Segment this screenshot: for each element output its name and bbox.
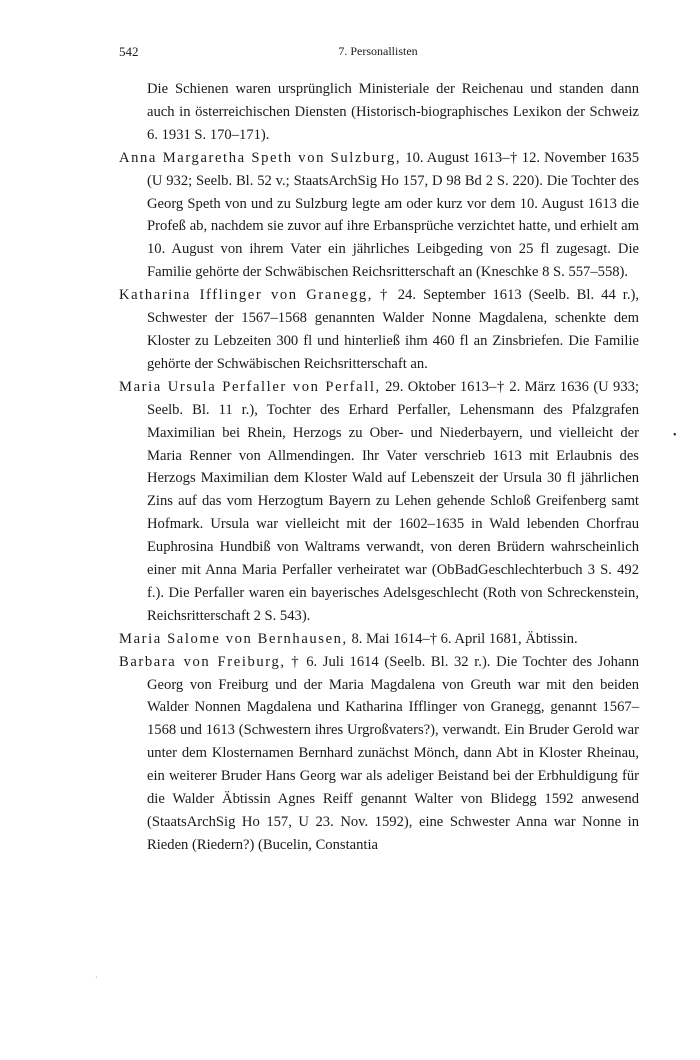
entry-name: Maria Salome von Bernhausen, — [119, 630, 348, 647]
entry-name: Katharina Ifflinger von Granegg, — [119, 287, 373, 304]
text-body — [119, 78, 639, 857]
entry-text: 8. Mai 1614–† 6. April 1681, Äbtissin. — [351, 630, 578, 647]
entry-text: 10. August 1613–† 12. November 1635 (U 932; Seelb. Bl. 52 v.; StaatsArchSig Ho 157, D 98 Bd 2 S. 220). Die Tochter des Georg Speth von und zu Sulzburg legte am oder kurz vor dem 10. August 1613 die Profeß ab, nachdem sie zuvor auf ihre Erbansprüche verzichtet hatte, und erhielt am 10. August von ihrem Vater ein jährliches Leibgeding von 25 fl zugesagt. Die Familie gehörte der Schwäbischen Reichsritterschaft an (Kneschke 8 S. 557–558). — [147, 149, 639, 281]
entry-text: † 24. September 1613 (Seelb. Bl. 44 r.), Schwester der 1567–1568 genannten Walder Nonne Magdalena, schenkte dem Kloster zu Lebzeiten 300 fl und hinterließ ihm 460 fl an Zinsbriefen. Die Familie gehörte der Schwäbischen Reichsritterschaft an. — [147, 287, 639, 372]
corner-dot-mark: · — [95, 973, 98, 982]
entry-maria-salome-bernhausen — [119, 628, 639, 651]
entry-text: † 6. Juli 1614 (Seelb. Bl. 32 r.). Die Tochter des Johann Georg von Freiburg und der Maria Magdalena von Greuth war mit den beiden Walder Nonnen Magdalena und Katharina Ifflinger von Granegg, genannt 1567–1568 und 1613 (Schwestern ihres Urgroßvaters?), verwandt. Ein Bruder Gerold war unter dem Klosternamen Bernhard zunächst Mönch, dann Abt in Kloster Rheinau, ein weiterer Bruder Hans Georg war als adeliger Beistand bei der Erbhuldigung für die Walder Äbtissin Agnes Reiff genannt Walter von Blidegg 1592 anwesend (StaatsArchSig Ho 157, U 23. Nov. 1592), eine Schwester Anna war Nonne in Rieden (Riedern?) (Bucelin, Constantia — [147, 653, 639, 853]
entry-name: Maria Ursula Perfaller von Perfall, — [119, 378, 381, 395]
entry-anna-margaretha-speth — [119, 147, 639, 284]
margin-dot-mark: • — [673, 430, 677, 441]
continuation-paragraph: Die Schienen waren ursprünglich Ministeriale der Reichenau und standen dann auch in österreichischen Diensten (Historisch-biographisches Lexikon der Schweiz 6. 1931 S. 170–171). — [147, 81, 639, 143]
entry-text: 29. Oktober 1613–† 2. März 1636 (U 933; Seelb. Bl. 11 r.), Tochter des Erhard Perfaller, Lehensmann des Pfalzgrafen Maximilian bei Rhein, Herzogs zu Ober- und Niederbayern, und vielleicht der Maria Renner von Allmendingen. Ihr Vater verschrieb 1613 mit Erlaubnis des Herzogs Maximilian dem Kloster Wald auf Lebenszeit der Ursula 30 fl jährlichen Zins auf das vom Herzogtum Bayern zu Lehen gehende Schloß Greifenberg samt Hofmark. Ursula war vielleicht mit der 1602–1635 in Wald lebenden Chorfrau Euphrosina Hundbiß von Waltrams verwandt, von deren Brüdern wahrscheinlich einer mit Anna Maria Perfaller verheiratet war (ObBadGeschlechterbuch 3 S. 492 f.). Die Perfaller waren ein bayerisches Adelsgeschlecht (Roth von Schreckenstein, Reichsritterschaft 2 S. 543). — [147, 378, 640, 624]
entry-name: Barbara von Freiburg, — [119, 653, 286, 670]
entry-name: Anna Margaretha Speth von Sulzburg, — [119, 149, 402, 166]
entry-katharina-ifflinger — [119, 284, 639, 376]
entry-barbara-freiburg — [119, 651, 639, 857]
running-head: 7. Personallisten — [338, 44, 418, 58]
entry-maria-ursula-perfaller — [119, 376, 639, 628]
page-number: 542 — [119, 44, 139, 59]
page-header — [119, 44, 637, 64]
